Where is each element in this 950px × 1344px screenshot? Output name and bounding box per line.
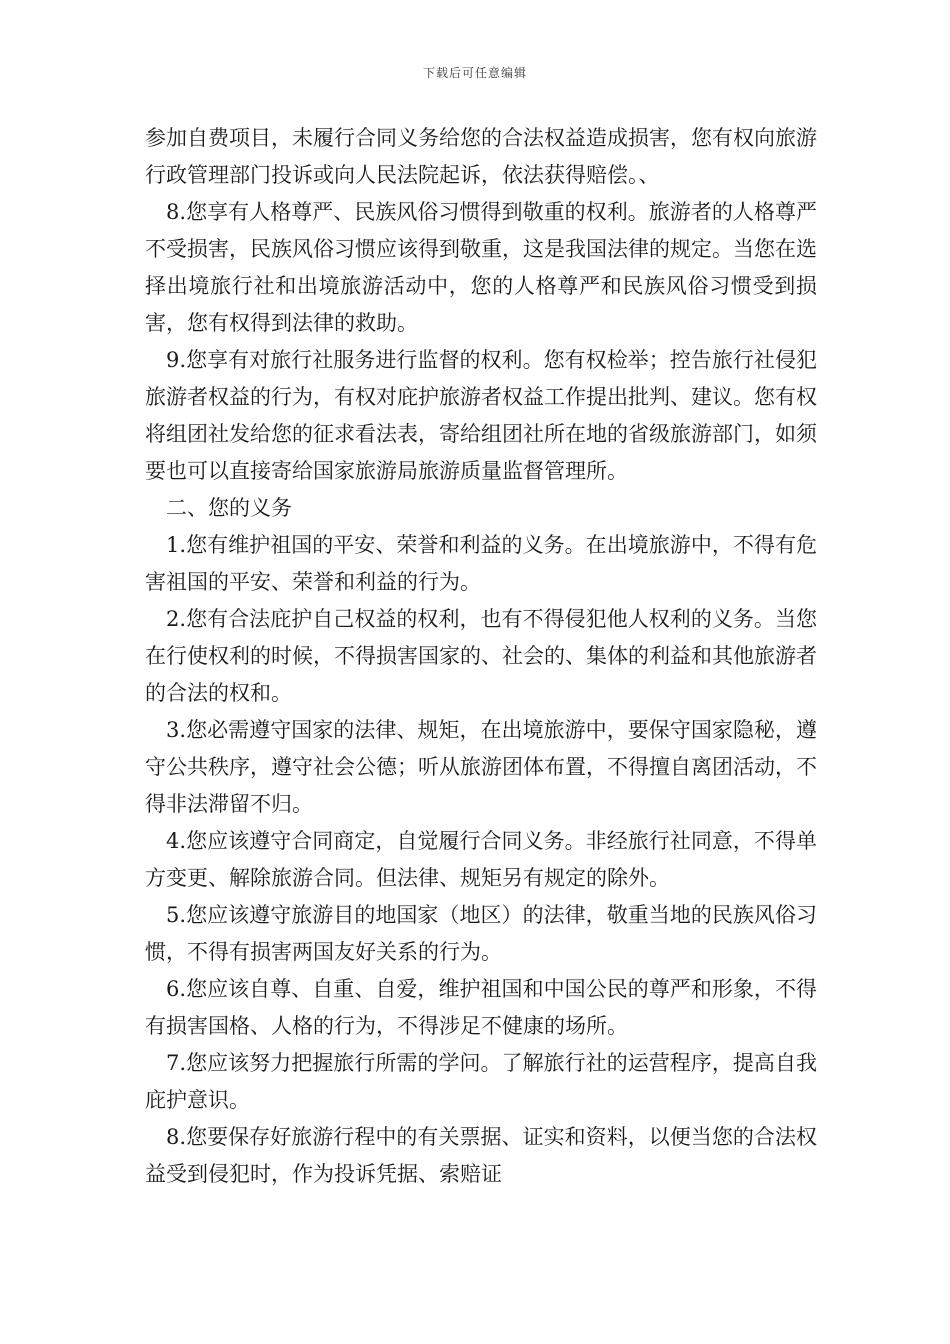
paragraph-12: 8.您要保存好旅游行程中的有关票据、证实和资料，以便当您的合法权益受到侵犯时，作为投诉凭据、索赔证 xyxy=(145,1125,817,1186)
paragraph-2: 8.您享有人格尊严、民族风俗习惯得到敬重的权利。旅游者的人格尊严不受损害，民族风俗习惯应该得到敬重，这是我国法律的规定。当您在选择出境旅行社和出境旅游活动中，您的人格尊严和民族风俗习惯受到损害，您有权得到法律的救助。 xyxy=(145,200,817,335)
paragraph-9: 5.您应该遵守旅游目的地国家（地区）的法律，敬重当地的民族风俗习惯，不得有损害两国友好关系的行为。 xyxy=(145,903,817,964)
page-header-note: 下载后可任意编辑 xyxy=(422,66,527,80)
paragraph-7: 3.您必需遵守国家的法律、规矩，在出境旅游中，要保守国家隐秘，遵守公共秩序，遵守社会公德；听从旅游团体布置，不得擅自离团活动，不得非法滞留不归。 xyxy=(145,718,817,816)
paragraph-11: 7.您应该努力把握旅行所需的学问。了解旅行社的运营程序，提高自我庇护意识。 xyxy=(145,1051,817,1112)
section-heading-obligations: 二、您的义务 xyxy=(166,496,292,520)
paragraph-1: 参加自费项目，未履行合同义务给您的合法权益造成损害，您有权向旅游行政管理部门投诉或向人民法院起诉，依法获得赔偿。、 xyxy=(145,126,817,187)
paragraph-6: 2.您有合法庇护自己权益的权利，也有不得侵犯他人权利的义务。当您在行使权利的时候，不得损害国家的、社会的、集体的利益和其他旅游者的合法的权和。 xyxy=(145,607,817,705)
paragraph-10: 6.您应该自尊、自重、自爱，维护祖国和中国公民的尊严和形象，不得有损害国格、人格的行为，不得涉足不健康的场所。 xyxy=(145,977,817,1038)
paragraph-5: 1.您有维护祖国的平安、荣誉和利益的义务。在出境旅游中，不得有危害祖国的平安、荣誉和利益的行为。 xyxy=(145,533,817,594)
paragraph-8: 4.您应该遵守合同商定，自觉履行合同义务。非经旅行社同意，不得单方变更、解除旅游合同。但法律、规矩另有规定的除外。 xyxy=(145,829,817,890)
document-body xyxy=(145,120,817,1193)
paragraph-3: 9.您享有对旅行社服务进行监督的权利。您有权检举；控告旅行社侵犯旅游者权益的行为，有权对庇护旅游者权益工作提出批判、建议。您有权将组团社发给您的征求看法表，寄给组团社所在地的省级旅游部门，如须要也可以直接寄给国家旅游局旅游质量监督管理所。 xyxy=(145,348,817,483)
